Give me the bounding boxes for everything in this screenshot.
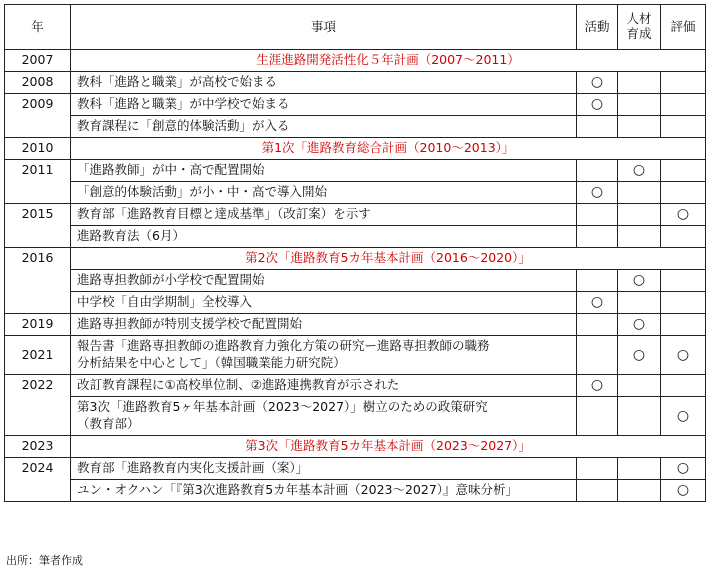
plan-row	[5, 50, 706, 72]
talent-cell	[618, 116, 661, 138]
item-line1: 報告書「進路専担教師の進路教育力強化方策の研究ー進路専担教師の職務	[77, 338, 490, 354]
item-cell: 中学校「自由学期制」全校導入	[71, 292, 577, 314]
activity-cell	[577, 226, 618, 248]
plan-title: 生涯進路開発活性化５年計画（2007～2011）	[71, 50, 706, 72]
table-row	[5, 397, 706, 436]
header-row	[5, 5, 706, 50]
evaluation-mark: ○	[661, 204, 706, 226]
table-row	[5, 72, 706, 94]
year-cell: 2024	[5, 458, 71, 502]
year-cell: 2009	[5, 94, 71, 138]
header-talent-line2: 育成	[626, 26, 652, 42]
activity-cell	[577, 116, 618, 138]
plan-title: 第2次「進路教育5カ年基本計画（2016～2020）」	[71, 248, 706, 270]
table-row	[5, 270, 706, 292]
evaluation-cell	[661, 292, 706, 314]
timeline-table	[4, 4, 706, 502]
activity-cell	[577, 397, 618, 436]
item-cell: 進路教育法（6月）	[71, 226, 577, 248]
evaluation-cell	[661, 226, 706, 248]
talent-mark: ○	[618, 336, 661, 375]
item-cell: 教育部「進路教育目標と達成基準」（改訂案）を示す	[71, 204, 577, 226]
talent-cell	[618, 72, 661, 94]
activity-mark: ○	[577, 72, 618, 94]
table-row	[5, 116, 706, 138]
table-row	[5, 94, 706, 116]
table-row	[5, 314, 706, 336]
activity-cell	[577, 336, 618, 375]
table-row	[5, 292, 706, 314]
talent-cell	[618, 458, 661, 480]
table-row	[5, 182, 706, 204]
table-row	[5, 160, 706, 182]
year-cell: 2016	[5, 248, 71, 314]
talent-cell	[618, 204, 661, 226]
header-activity: 活動	[577, 5, 618, 50]
item-cell: 教科「進路と職業」が中学校で始まる	[71, 94, 577, 116]
talent-cell	[618, 292, 661, 314]
plan-row	[5, 248, 706, 270]
year-cell: 2008	[5, 72, 71, 94]
evaluation-cell	[661, 160, 706, 182]
activity-mark: ○	[577, 375, 618, 397]
table-row	[5, 458, 706, 480]
table-row	[5, 226, 706, 248]
item-line2: 分析結果を中心として」（韓国職業能力研究院）	[77, 355, 346, 370]
year-cell: 2010	[5, 138, 71, 160]
header-talent-line1: 人材	[626, 10, 652, 26]
plan-title: 第1次「進路教育総合計画（2010～2013）」	[71, 138, 706, 160]
item-cell: 進路専担教師が小学校で配置開始	[71, 270, 577, 292]
item-cell: 改訂教育課程に①高校単位制、②進路連携教育が示された	[71, 375, 577, 397]
plan-title: 第3次「進路教育5カ年基本計画（2023～2027）」	[71, 436, 706, 458]
activity-mark: ○	[577, 94, 618, 116]
item-cell: 教科「進路と職業」が高校で始まる	[71, 72, 577, 94]
activity-mark: ○	[577, 182, 618, 204]
evaluation-cell	[661, 116, 706, 138]
year-cell: 2023	[5, 436, 71, 458]
item-cell: 「進路教師」が中・高で配置開始	[71, 160, 577, 182]
activity-cell	[577, 314, 618, 336]
table-row	[5, 480, 706, 502]
item-cell: 教育部「進路教育内実化支援計画（案）」	[71, 458, 577, 480]
evaluation-cell	[661, 375, 706, 397]
evaluation-cell	[661, 72, 706, 94]
table-row	[5, 375, 706, 397]
evaluation-cell	[661, 270, 706, 292]
year-cell: 2022	[5, 375, 71, 436]
source-note: 出所：筆者作成	[6, 554, 83, 567]
evaluation-cell	[661, 314, 706, 336]
talent-cell	[618, 226, 661, 248]
talent-cell	[618, 94, 661, 116]
header-item: 事項	[71, 5, 577, 50]
activity-cell	[577, 160, 618, 182]
talent-mark: ○	[618, 270, 661, 292]
activity-mark: ○	[577, 292, 618, 314]
header-year: 年	[5, 5, 71, 50]
year-cell: 2021	[5, 336, 71, 375]
activity-cell	[577, 458, 618, 480]
plan-row	[5, 436, 706, 458]
item-cell: 「創意的体験活動」が小・中・高で導入開始	[71, 182, 577, 204]
talent-cell	[618, 480, 661, 502]
item-cell	[71, 336, 577, 375]
year-cell: 2011	[5, 160, 71, 204]
evaluation-cell	[661, 94, 706, 116]
talent-cell	[618, 375, 661, 397]
year-cell: 2015	[5, 204, 71, 248]
activity-cell	[577, 204, 618, 226]
evaluation-mark: ○	[661, 397, 706, 436]
item-cell: 進路専担教師が特別支援学校で配置開始	[71, 314, 577, 336]
header-talent	[618, 5, 661, 50]
header-evaluation: 評価	[661, 5, 706, 50]
table-row	[5, 336, 706, 375]
item-cell	[71, 397, 577, 436]
year-cell: 2019	[5, 314, 71, 336]
talent-cell	[618, 397, 661, 436]
evaluation-mark: ○	[661, 336, 706, 375]
item-cell: 教育課程に「創意的体験活動」が入る	[71, 116, 577, 138]
activity-cell	[577, 270, 618, 292]
item-line1: 第3次「進路教育5ヶ年基本計画（2023～2027）」樹立のための政策研究	[77, 399, 488, 415]
evaluation-mark: ○	[661, 458, 706, 480]
table-row	[5, 204, 706, 226]
item-line2: （教育部）	[77, 416, 140, 431]
activity-cell	[577, 480, 618, 502]
year-cell: 2007	[5, 50, 71, 72]
talent-mark: ○	[618, 160, 661, 182]
plan-row	[5, 138, 706, 160]
evaluation-cell	[661, 182, 706, 204]
evaluation-mark: ○	[661, 480, 706, 502]
talent-mark: ○	[618, 314, 661, 336]
talent-cell	[618, 182, 661, 204]
item-cell: ユン・オクハン「『第3次進路教育5カ年基本計画（2023～2027）』意味分析」	[71, 480, 577, 502]
